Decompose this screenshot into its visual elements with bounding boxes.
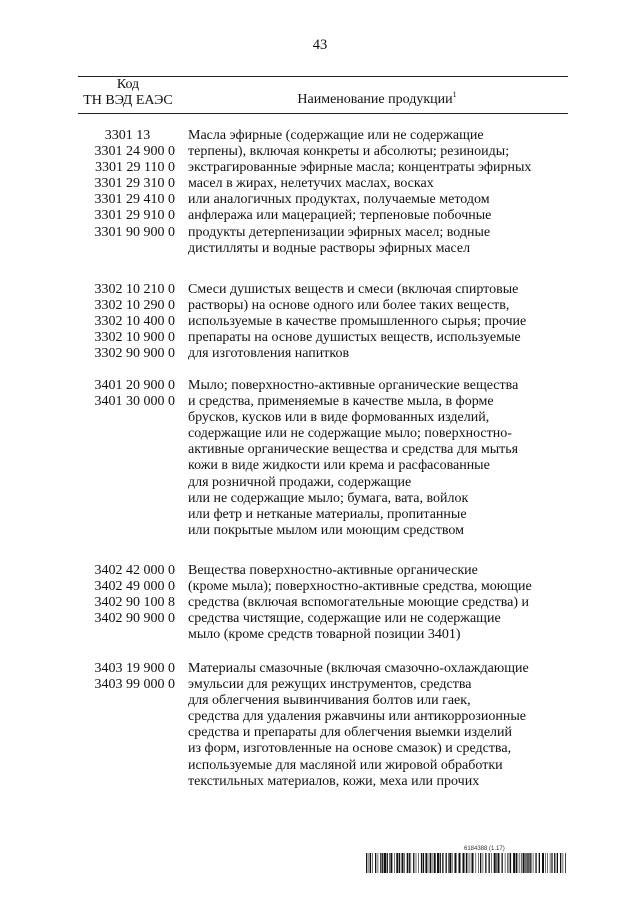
barcode-bar (446, 853, 447, 873)
code-cell (80, 378, 175, 410)
barcode-bar (429, 853, 430, 873)
product-name-line: брусков, кусков или в виде формованных изделий, (188, 410, 490, 426)
barcode-bar (525, 853, 526, 873)
product-name-line: и средства, применяемые в качестве мыла, в форме (188, 394, 494, 410)
barcode-bar (452, 853, 453, 873)
barcode-bar (394, 853, 395, 873)
table-header-rule (78, 113, 568, 114)
barcode-bar (563, 853, 564, 873)
tnved-code: 3302 10 210 0 (94, 282, 175, 297)
product-name-line: Смеси душистых веществ и смеси (включая спиртовые (188, 282, 519, 297)
product-name-cell (188, 128, 570, 257)
product-name-line: или не содержащие мыло; бумага, вата, войлок (188, 490, 469, 506)
barcode-bar (523, 853, 525, 873)
product-name-line: для изготовления напитков (188, 346, 350, 362)
tnved-code: 3402 42 000 0 (94, 563, 175, 578)
header-product-name-text: Наименование продукции (297, 92, 453, 107)
tnved-code: 3402 90 900 0 (94, 611, 175, 627)
product-name-line: Вещества поверхностно-активные органические (188, 563, 478, 578)
product-name-line: используемые для масляной или жировой обработки (188, 757, 503, 773)
footer-tag: 6184388 (1.17) (464, 846, 505, 852)
barcode-bar (411, 853, 412, 873)
barcode-bar (413, 853, 414, 873)
product-name-line: экстрагированные эфирные масла; концентраты эфирных (188, 160, 532, 176)
barcode (366, 853, 566, 873)
code-cell (80, 282, 175, 362)
product-name-cell (188, 563, 570, 643)
header-code-line1: Код (116, 77, 140, 92)
product-name-cell (188, 378, 570, 539)
barcode-bar (530, 853, 531, 873)
barcode-bar (384, 853, 386, 873)
product-name-line: терпены), включая конкреты и абсолюты; резиноиды; (188, 144, 510, 160)
barcode-bar (449, 853, 451, 873)
tnved-code: 3302 90 900 0 (94, 346, 175, 362)
barcode-bar (459, 853, 461, 873)
barcode-bar (476, 853, 477, 873)
barcode-bar (440, 853, 441, 873)
barcode-bar (416, 853, 417, 873)
header-code-line2: ТН ВЭД ЕАЭС (83, 93, 173, 108)
barcode-bar (551, 853, 552, 873)
tnved-code: 3301 29 410 0 (94, 192, 175, 208)
barcode-bar (498, 853, 500, 873)
barcode-bar (442, 853, 443, 873)
barcode-bar (409, 853, 410, 873)
header-code (78, 77, 178, 109)
tnved-code: 3302 10 290 0 (94, 298, 175, 314)
tnved-code: 3301 29 910 0 (94, 208, 175, 224)
product-name-line: средства и препараты для облегчения выемки изделий (188, 725, 513, 741)
product-name-line: Масла эфирные (содержащие или не содержащие (188, 128, 484, 143)
barcode-bar (520, 853, 521, 873)
barcode-bar (382, 853, 383, 873)
product-name-line: препараты на основе душистых веществ, используемые (188, 330, 521, 346)
barcode-bar (516, 853, 517, 873)
tnved-code: 3301 90 900 0 (94, 224, 175, 240)
product-name-line: текстильных материалов, кожи, меха или прочих (188, 773, 480, 789)
barcode-bar (448, 853, 449, 873)
barcode-bar (483, 853, 484, 873)
product-name-line: содержащие или не содержащие мыло; поверхностно- (188, 426, 512, 442)
barcode-bar (399, 853, 400, 873)
barcode-bar (421, 853, 422, 873)
product-name-line: мыло (кроме средств товарной позиции 3401) (188, 627, 461, 643)
barcode-bar (463, 853, 465, 873)
product-name-cell (188, 282, 570, 362)
code-cell (80, 563, 175, 627)
barcode-bar (375, 853, 376, 873)
barcode-bar (455, 853, 457, 873)
barcode-bar (407, 853, 408, 873)
barcode-bar (535, 853, 536, 873)
tnved-code: 3403 99 000 0 (94, 677, 175, 693)
barcode-bar (430, 853, 431, 873)
barcode-bar (560, 853, 561, 873)
product-name-line: используемые в качестве промышленного сырья; прочие (188, 314, 527, 330)
barcode-bar (528, 853, 529, 873)
barcode-bar (550, 853, 551, 873)
barcode-bar (432, 853, 433, 873)
barcode-bar (404, 853, 405, 873)
product-name-line: анфлеража или мацерацией; терпеновые побочные (188, 208, 492, 224)
product-name-line: или фетр и нетканые материалы, пропитанные (188, 506, 467, 522)
product-name-line: Мыло; поверхностно-активные органические вещества (188, 378, 519, 393)
barcode-bar (533, 853, 534, 873)
tnved-code: 3401 30 000 0 (94, 394, 175, 410)
barcode-bar (491, 853, 492, 873)
product-name-line: активные органические вещества и средства для мытья (188, 442, 519, 458)
barcode-bar (509, 853, 510, 873)
product-name-line: дистилляты и водные растворы эфирных масел (188, 240, 471, 256)
product-name-line: Материалы смазочные (включая смазочно-охлаждающие (188, 661, 529, 676)
header-footnote-mark: 1 (452, 90, 457, 99)
product-name-line: растворы) на основе одного или более таких веществ, (188, 298, 510, 314)
product-name-cell (188, 661, 570, 790)
barcode-bar (437, 853, 439, 873)
barcode-bar (423, 853, 424, 873)
product-name-line: из форм, изготовленные на основе смазок) и средства, (188, 741, 512, 757)
barcode-bar (370, 853, 371, 873)
barcode-bar (518, 853, 519, 873)
barcode-bar (372, 853, 373, 873)
barcode-bar (510, 853, 511, 873)
product-name-line: или аналогичных продуктах, получаемые методом (188, 192, 490, 208)
barcode-bar (521, 853, 522, 873)
tnved-code: 3301 29 310 0 (94, 176, 175, 192)
barcode-bar (526, 853, 527, 873)
barcode-bar (557, 853, 558, 873)
barcode-bar (507, 853, 508, 873)
product-name-line: для облегчения вывинчивания болтов или гаек, (188, 693, 471, 709)
barcode-bar (542, 853, 544, 873)
product-name-line: кожи в виде жидкости или крема и расфасованные (188, 458, 490, 474)
product-name-line: продукты детерпенизации эфирных масел; водные (188, 224, 491, 240)
product-name-line: масел в жирах, нелетучих маслах, восках (188, 176, 434, 192)
tnved-code: 3301 24 900 0 (94, 144, 175, 160)
barcode-bar (466, 853, 467, 873)
barcode-bar (389, 853, 390, 873)
tnved-code: 3403 19 900 0 (94, 661, 175, 676)
product-name-line: или покрытые мылом или моющим средством (188, 522, 464, 538)
page-number: 43 (312, 37, 328, 53)
tnved-code: 3401 20 900 0 (94, 378, 175, 393)
barcode-bar (552, 853, 553, 873)
barcode-bar (366, 853, 367, 873)
barcode-bar (485, 853, 486, 873)
barcode-bar (425, 853, 427, 873)
barcode-bar (489, 853, 490, 873)
product-name-line: средства (включая вспомогательные моющие средства) и (188, 595, 530, 611)
product-name-line: для розничной продажи, содержащие (188, 474, 412, 490)
product-name-line: средства чистящие, содержащие или не содержащие (188, 611, 501, 627)
product-name-line: (кроме мыла); поверхностно-активные средства, моющие (188, 579, 532, 595)
barcode-bar (513, 853, 515, 873)
tnved-code: 3301 29 110 0 (95, 160, 175, 176)
tnved-code: 3302 10 400 0 (94, 314, 175, 330)
barcode-bar (496, 853, 497, 873)
barcode-bar (369, 853, 370, 873)
barcode-bar (387, 853, 388, 873)
tnved-code: 3402 49 000 0 (94, 579, 175, 595)
code-cell (80, 128, 175, 241)
barcode-bar (480, 853, 481, 873)
barcode-bar (418, 853, 419, 873)
barcode-bar (402, 853, 404, 873)
barcode-bar (468, 853, 469, 873)
barcode-bar (396, 853, 398, 873)
barcode-bar (434, 853, 436, 873)
barcode-bar (547, 853, 548, 873)
barcode-bar (505, 853, 506, 873)
tnved-code: 3402 90 100 8 (94, 595, 175, 611)
barcode-bar (545, 853, 546, 873)
barcode-bar (494, 853, 496, 873)
product-name-line: средства для удаления ржавчины или антикоррозионные (188, 709, 526, 725)
barcode-bar (565, 853, 566, 873)
barcode-bar (554, 853, 555, 873)
tnved-code: 3302 10 900 0 (94, 330, 175, 346)
barcode-bar (378, 853, 379, 873)
barcode-bar (539, 853, 540, 873)
barcode-bar (472, 853, 474, 873)
barcode-bar (470, 853, 471, 873)
header-product-name (186, 87, 568, 108)
code-cell (80, 661, 175, 693)
barcode-bar (478, 853, 479, 873)
barcode-bar (380, 853, 381, 873)
barcode-bar (390, 853, 392, 873)
tnved-code: 3301 13 (104, 128, 151, 143)
product-name-line: эмульсии для режущих инструментов, средства (188, 677, 472, 693)
barcode-bar (502, 853, 503, 873)
